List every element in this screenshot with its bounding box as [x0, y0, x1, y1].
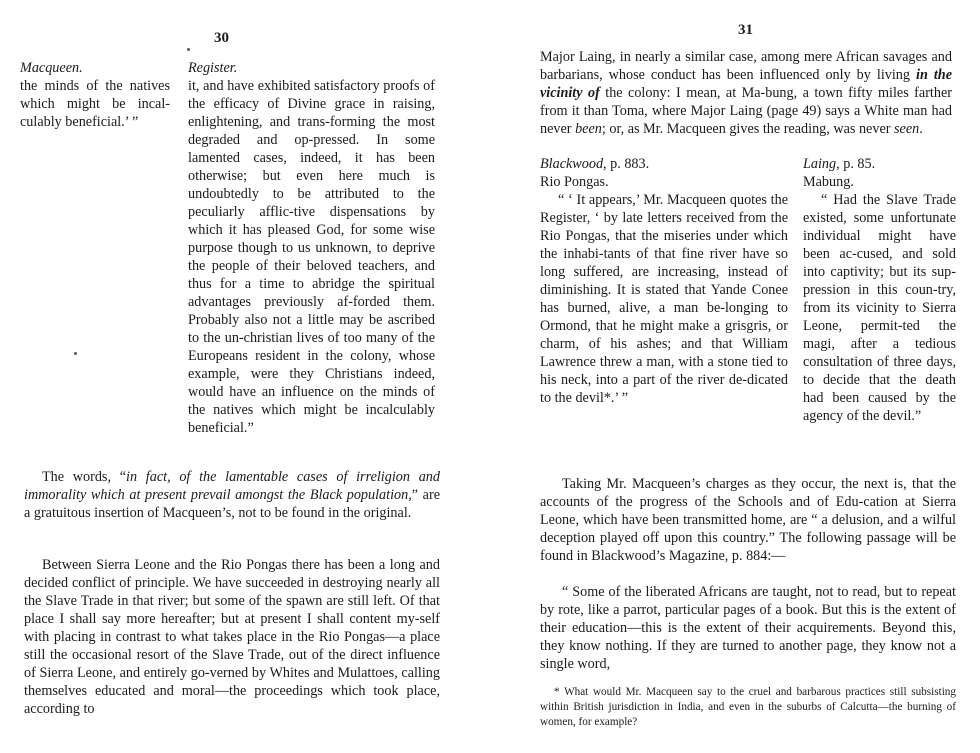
column-subheading-rio-pongas: Rio Pongas.	[540, 174, 609, 190]
register-column-text: it, and have exhibited satisfactory proofs of the efficacy of Divine grace in raising, enlightening, and trans-forming the most degraded and op-pressed. In some lamented cases, indeed, it has been otherwise; but even here much is undoubtedly to be attributed to the peculiarly afflic-tive dispensations by which it has pleased God, for some wise purpose though to us unknown, to deprive the people of their beloved teachers, and thus for a time to abridge the spiritual advantages previously af-forded them. Probably also not a little may be ascribed to the un-christian lives of too many of the Europeans resident in the colony, whose example, were they Christians indeed, would have an influence on the minds of the natives which might be incalculably beneficial.”	[188, 78, 435, 436]
register-column	[188, 59, 435, 437]
paragraph-text: Major Laing, in nearly a similar case, among mere African savages and barbarians, whose conduct has been influenced only by living in the vicinity of the colony: I mean, at Ma-bung, a town fifty miles farther from it than Toma, where Major Laing (page 49) says a White man had never been; or, as Mr. Macqueen gives the reading, was never seen.	[540, 49, 952, 137]
speck	[187, 48, 190, 51]
macqueen-column-text: the minds of the natives which might be incal-culably beneficial.’ ”	[20, 78, 170, 130]
column-subheading-mabung: Mabung.	[803, 174, 854, 190]
macqueen-column	[20, 59, 170, 131]
right-page	[470, 0, 980, 753]
quote-rest: ” are a gratuitous insertion of Macqueen’s, not to be found in the original.	[24, 487, 440, 521]
paragraph-taking-charges	[540, 475, 956, 565]
page-number-right: 31	[738, 22, 753, 38]
blackwood-column-text: “ ‘ It appears,’ Mr. Macqueen quotes the Register, ‘ by late letters received from the Rio Pongas, that the miseries under which the inhabi-tants of that fine river have so long suffered, are increasing, instead of diminishing. It is stated that Yande Conee has burned, alive, a man be-longing to Ormond, that he might make a grisgris, or charm, of his ashes; and that William Lawrence threw a man, with a stone tied to his neck, into a part of the river de-dicated to the devil*.’ ”	[540, 192, 788, 406]
paragraph-text: Taking Mr. Macqueen’s charges as they occur, the next is, that the accounts of the progress of the Schools and of Edu-cation at Sierra Leone, which have been transmitted home, are “ a delusion, and a wilful deception played off upon this country.” The following passage will be found in Blackwood’s Magazine, p. 884:—	[540, 476, 956, 564]
paragraph-major-laing	[540, 48, 952, 138]
laing-column	[803, 155, 956, 425]
column-heading-laing: Laing, p. 85.	[803, 156, 876, 172]
paragraph-text: Between Sierra Leone and the Rio Pongas there has been a long and decided conflict of principle. We have succeeded in destroying nearly all the Slave Trade in that river; but some of the spawn are still left. Of that place I shall say more hereafter; but at present I shall content my-self with placing in contrast to what takes place in the Rio Pongas—a place still the occasional resort of the Slave Trade, out of the direct influence of Sierra Leone, and entirely go-verned by Whites and Mulattoes, calling themselves educated and moral—the proceedings which took place, according to	[24, 557, 440, 717]
quoted-phrase: in fact, of the lamentable cases of irreligion and immorality which at present prevail amongst the Black population,	[24, 469, 440, 503]
page-number-left: 30	[214, 30, 229, 46]
column-heading-macqueen: Macqueen.	[20, 60, 83, 76]
paragraph-text	[24, 468, 440, 522]
quote-open: The words, “	[42, 469, 127, 485]
footnote	[540, 685, 956, 730]
speck	[74, 352, 77, 355]
left-page	[0, 0, 470, 753]
column-heading-blackwood: Blackwood, p. 883.	[540, 156, 650, 172]
laing-column-text: “ Had the Slave Trade existed, some unfortunate individual might have been ac-cused, and sold into captivity; but its sup-pression in this coun-try, from its vicinity to Sierra Leone, permit-ted the magi, after a tedious consultation of three days, to decide that the death had been caused by the agency of the devil.”	[803, 192, 956, 424]
footnote-text: * What would Mr. Macqueen say to the cruel and barbarous practices still subsisting within British jurisdiction in India, and even in the suburbs of Calcutta—the burning of women, for example?	[540, 686, 956, 728]
paragraph-the-words	[24, 468, 440, 522]
paragraph-liberated-africans	[540, 583, 956, 673]
blackwood-column	[540, 155, 788, 407]
column-heading-register: Register.	[188, 60, 238, 76]
paragraph-text: “ Some of the liberated Africans are taught, not to read, but to repeat by rote, like a parrot, particular pages of a book. But this is the extent of their education—this is the extent of their acquirements. Beyond this, they know nothing. If they are turned to another page, they know not a single word,	[540, 584, 956, 672]
paragraph-between-sierra-leone	[24, 556, 440, 718]
